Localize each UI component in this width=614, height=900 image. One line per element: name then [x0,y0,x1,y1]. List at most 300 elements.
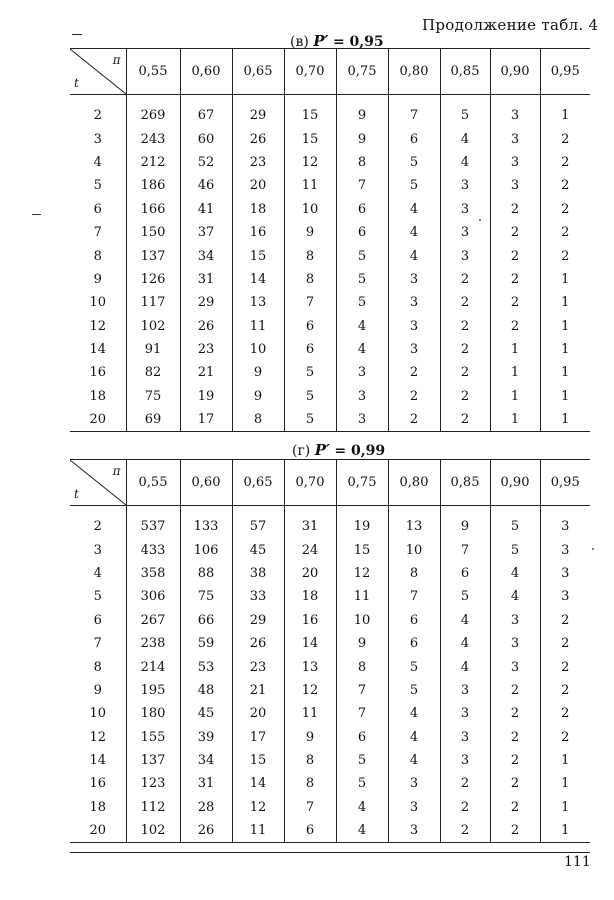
table-cell: 5 [336,749,388,772]
row-label-t: 5 [93,178,102,194]
column-header: 0,60 [180,460,232,506]
table-header-row [70,49,590,95]
row-label-t: 3 [93,131,102,147]
table-cell: 14 [232,772,284,795]
table-cell: 123 [126,772,180,795]
table-cell: 4 [440,655,490,678]
table-cell: 3 [490,609,540,632]
table-cell: 5 [336,291,388,314]
continuation-label: Продолжение табл. 4 [422,16,599,34]
column-header: 0,75 [336,49,388,95]
table-cell: 11 [284,174,336,197]
table-cell: 20 [232,702,284,725]
table-cell: 5 [440,95,490,128]
table-cell: 150 [126,221,180,244]
row-label-t: 7 [93,225,102,241]
table-cell: 3 [540,562,590,585]
table-b-caption-prefix: (в) [290,34,309,50]
table-cell: 433 [126,538,180,561]
table-cell: 1 [540,796,590,819]
table-cell: 9 [336,127,388,150]
table-cell: 2 [388,408,440,432]
table-cell: 2 [388,361,440,384]
table-cell: 2 [490,796,540,819]
corner-t-label: t [74,487,79,501]
table-row [70,632,590,655]
table-row [70,361,590,384]
table-cell: 6 [440,562,490,585]
table-cell: 2 [440,291,490,314]
table-row [70,385,590,408]
table-cell: 3 [490,95,540,128]
table-cell: 4 [440,632,490,655]
table-row [70,291,590,314]
table-row [70,562,590,585]
table-cell: 5 [440,585,490,608]
table-cell: 4 [336,819,388,843]
table-cell: 238 [126,632,180,655]
table-row [70,538,590,561]
table-cell: 1 [540,291,590,314]
table-cell: 2 [490,702,540,725]
table-cell: 1 [540,338,590,361]
table-cell: 4 [388,749,440,772]
table-cell: 537 [126,506,180,539]
table-cell: 2 [440,338,490,361]
table-cell: 31 [180,772,232,795]
column-header: 0,90 [490,49,540,95]
table-cell: 14 [232,268,284,291]
table-g-caption-value: = 0,99 [334,443,386,459]
table-cell: 31 [180,268,232,291]
table-cell: 8 [284,244,336,267]
table-cell: 15 [336,538,388,561]
table-cell: 59 [180,632,232,655]
table-cell: 2 [540,174,590,197]
table-cell: 1 [540,268,590,291]
table-cell: 6 [388,632,440,655]
table-cell: 3 [440,726,490,749]
table-cell: 5 [336,268,388,291]
table-cell: 1 [490,385,540,408]
row-label-t: 20 [89,412,107,428]
row-label-t: 9 [93,682,102,698]
table-cell: 2 [540,655,590,678]
table-cell: 20 [232,174,284,197]
table-cell: 2 [490,198,540,221]
table-cell: 2 [440,315,490,338]
column-header: 0,75 [336,460,388,506]
row-label-t: 16 [89,365,107,381]
table-cell: 1 [540,819,590,843]
table-cell: 8 [284,268,336,291]
table-cell: 88 [180,562,232,585]
table-cell: 8 [284,772,336,795]
table-cell: 10 [284,198,336,221]
table-cell: 23 [232,655,284,678]
table-cell: 31 [284,506,336,539]
table-cell: 2 [388,385,440,408]
print-speck [479,219,481,221]
table-row [70,585,590,608]
table-cell: 137 [126,749,180,772]
table-cell: 7 [284,796,336,819]
table-cell: 38 [232,562,284,585]
header-tick-mark [72,34,82,35]
table-cell: 133 [180,506,232,539]
row-label-t: 14 [89,753,107,769]
table-cell: 26 [232,127,284,150]
column-header: 0,80 [388,460,440,506]
table-row [70,772,590,795]
table-cell: 3 [388,291,440,314]
table-cell: 6 [336,726,388,749]
table-cell: 60 [180,127,232,150]
table-row [70,315,590,338]
table-header-row [70,460,590,506]
table-g-caption-symbol: P′ [314,441,330,459]
table-cell: 6 [284,315,336,338]
table-cell: 3 [440,198,490,221]
table-cell: 6 [336,198,388,221]
table-cell: 2 [440,408,490,432]
table-cell: 3 [440,221,490,244]
row-label-t: 7 [93,636,102,652]
table-cell: 11 [232,315,284,338]
table-cell: 9 [284,221,336,244]
table-cell: 3 [388,772,440,795]
table-cell: 3 [388,796,440,819]
table-cell: 5 [388,679,440,702]
table-cell: 2 [540,127,590,150]
table-cell: 28 [180,796,232,819]
table-cell: 3 [388,268,440,291]
table-cell: 3 [440,702,490,725]
table-row [70,749,590,772]
table-row [70,655,590,678]
column-header: 0,65 [232,460,284,506]
table-cell: 2 [540,702,590,725]
table-cell: 1 [490,361,540,384]
row-label-t: 8 [93,659,102,675]
table-cell: 16 [232,221,284,244]
table-cell: 75 [126,385,180,408]
table-row [70,702,590,725]
table-cell: 3 [440,174,490,197]
table-row [70,408,590,432]
column-header: 0,90 [490,460,540,506]
table-row [70,609,590,632]
table-cell: 26 [180,819,232,843]
corner-cell [70,460,126,506]
table-cell: 91 [126,338,180,361]
table-g-caption-prefix: (г) [292,443,311,459]
table-cell: 102 [126,819,180,843]
table-cell: 24 [284,538,336,561]
table-cell: 2 [440,268,490,291]
table-cell: 5 [388,151,440,174]
column-header: 0,80 [388,49,440,95]
table-cell: 15 [232,749,284,772]
table-cell: 2 [490,726,540,749]
table-cell: 12 [284,151,336,174]
table-cell: 15 [232,244,284,267]
table-row [70,338,590,361]
table-cell: 12 [232,796,284,819]
table-cell: 34 [180,244,232,267]
table-cell: 17 [232,726,284,749]
table-cell: 6 [388,609,440,632]
table-cell: 69 [126,408,180,432]
table-g [70,459,590,843]
table-cell: 243 [126,127,180,150]
column-header: 0,95 [540,460,590,506]
row-label-t: 3 [93,542,102,558]
table-cell: 2 [490,244,540,267]
table-cell: 2 [540,221,590,244]
table-cell: 166 [126,198,180,221]
table-cell: 3 [490,151,540,174]
table-cell: 3 [440,749,490,772]
table-cell: 15 [284,95,336,128]
table-row [70,268,590,291]
column-header: 0,85 [440,460,490,506]
table-cell: 4 [388,244,440,267]
table-cell: 306 [126,585,180,608]
table-b [70,48,590,432]
table-cell: 9 [440,506,490,539]
table-cell: 2 [490,772,540,795]
column-header: 0,95 [540,49,590,95]
table-cell: 7 [440,538,490,561]
table-cell: 112 [126,796,180,819]
table-cell: 67 [180,95,232,128]
table-cell: 29 [180,291,232,314]
table-cell: 16 [284,609,336,632]
table-cell: 20 [284,562,336,585]
table-cell: 19 [336,506,388,539]
table-cell: 2 [490,819,540,843]
table-cell: 45 [232,538,284,561]
row-label-t: 10 [89,706,107,722]
table-cell: 2 [440,385,490,408]
table-cell: 4 [388,198,440,221]
table-cell: 10 [336,609,388,632]
table-cell: 9 [232,361,284,384]
table-cell: 9 [336,95,388,128]
table-cell: 2 [540,244,590,267]
table-cell: 6 [284,819,336,843]
table-cell: 5 [284,361,336,384]
row-label-t: 18 [89,799,107,815]
table-cell: 23 [180,338,232,361]
table-cell: 3 [336,385,388,408]
column-header: 0,70 [284,49,336,95]
table-cell: 3 [440,244,490,267]
table-row [70,198,590,221]
table-cell: 7 [388,95,440,128]
table-cell: 9 [232,385,284,408]
table-cell: 4 [388,221,440,244]
table-cell: 37 [180,221,232,244]
corner-pi-label: π [112,53,121,67]
table-cell: 5 [388,655,440,678]
table-cell: 2 [540,679,590,702]
table-cell: 2 [540,632,590,655]
row-label-t: 12 [89,318,107,334]
table-cell: 4 [336,338,388,361]
table-cell: 53 [180,655,232,678]
table-cell: 3 [490,127,540,150]
table-cell: 6 [284,338,336,361]
row-label-t: 5 [93,589,102,605]
table-cell: 8 [388,562,440,585]
bottom-rule [70,852,590,853]
table-cell: 34 [180,749,232,772]
table-cell: 8 [284,749,336,772]
row-label-t: 2 [93,519,102,535]
table-cell: 7 [284,291,336,314]
table-row [70,95,590,128]
table-cell: 2 [490,268,540,291]
print-speck [592,548,594,550]
table-cell: 14 [284,632,336,655]
table-cell: 17 [180,408,232,432]
table-cell: 66 [180,609,232,632]
table-cell: 5 [284,385,336,408]
table-cell: 102 [126,315,180,338]
column-header: 0,85 [440,49,490,95]
table-cell: 82 [126,361,180,384]
table-cell: 2 [540,198,590,221]
table-cell: 23 [232,151,284,174]
table-cell: 11 [232,819,284,843]
table-cell: 2 [540,726,590,749]
table-cell: 126 [126,268,180,291]
table-row [70,819,590,843]
table-cell: 26 [232,632,284,655]
row-label-t: 20 [89,823,107,839]
table-cell: 21 [180,361,232,384]
table-g-caption [292,441,385,459]
table-cell: 267 [126,609,180,632]
table-row [70,221,590,244]
table-row [70,726,590,749]
table-cell: 8 [336,151,388,174]
row-label-t: 14 [89,342,107,358]
table-cell: 11 [336,585,388,608]
table-cell: 3 [540,506,590,539]
table-row [70,151,590,174]
table-cell: 5 [388,174,440,197]
table-row [70,127,590,150]
row-label-t: 8 [93,248,102,264]
table-cell: 8 [232,408,284,432]
table-cell: 33 [232,585,284,608]
table-cell: 5 [490,538,540,561]
row-label-t: 6 [93,201,102,217]
table-cell: 10 [232,338,284,361]
table-cell: 4 [440,609,490,632]
margin-dash [32,214,41,215]
table-cell: 15 [284,127,336,150]
table-cell: 1 [490,408,540,432]
table-cell: 2 [440,772,490,795]
table-cell: 1 [540,772,590,795]
column-header: 0,65 [232,49,284,95]
row-label-t: 12 [89,729,107,745]
table-cell: 3 [490,632,540,655]
table-cell: 195 [126,679,180,702]
table-cell: 2 [440,796,490,819]
table-cell: 41 [180,198,232,221]
table-cell: 8 [336,655,388,678]
table-cell: 2 [440,361,490,384]
table-cell: 6 [388,127,440,150]
table-cell: 9 [284,726,336,749]
table-cell: 45 [180,702,232,725]
table-cell: 269 [126,95,180,128]
table-cell: 3 [388,338,440,361]
table-cell: 11 [284,702,336,725]
table-cell: 26 [180,315,232,338]
page-number: 111 [564,854,591,870]
table-cell: 2 [540,151,590,174]
table-cell: 4 [490,585,540,608]
table-cell: 39 [180,726,232,749]
table-cell: 6 [336,221,388,244]
corner-pi-label: π [112,464,121,478]
table-cell: 4 [336,796,388,819]
row-label-t: 10 [89,295,107,311]
table-cell: 4 [388,726,440,749]
table-cell: 5 [490,506,540,539]
table-cell: 13 [232,291,284,314]
corner-t-label: t [74,76,79,90]
table-cell: 2 [490,221,540,244]
table-cell: 137 [126,244,180,267]
table-cell: 4 [336,315,388,338]
column-header: 0,60 [180,49,232,95]
table-cell: 13 [284,655,336,678]
table-cell: 7 [336,702,388,725]
row-label-t: 6 [93,612,102,628]
table-row [70,244,590,267]
table-cell: 1 [540,408,590,432]
row-label-t: 4 [93,154,102,170]
table-row [70,796,590,819]
table-cell: 4 [440,151,490,174]
table-b-body [70,95,590,432]
table-cell: 1 [540,385,590,408]
table-cell: 12 [336,562,388,585]
table-cell: 4 [440,127,490,150]
row-label-t: 16 [89,776,107,792]
table-cell: 3 [336,361,388,384]
table-cell: 10 [388,538,440,561]
table-cell: 358 [126,562,180,585]
table-cell: 214 [126,655,180,678]
table-cell: 117 [126,291,180,314]
table-cell: 180 [126,702,180,725]
table-cell: 7 [336,679,388,702]
column-header: 0,55 [126,49,180,95]
table-cell: 57 [232,506,284,539]
table-cell: 212 [126,151,180,174]
table-b-caption-symbol: P′ [313,32,329,50]
corner-cell [70,49,126,95]
table-cell: 3 [540,538,590,561]
